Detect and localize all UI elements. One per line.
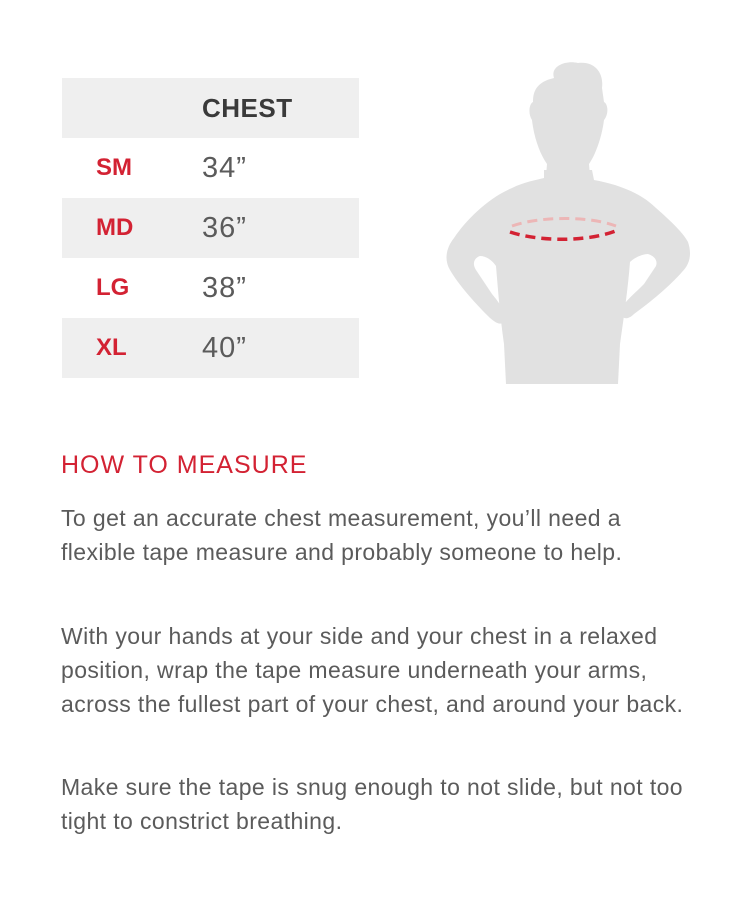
chest-measurement-silhouette-icon: [444, 58, 694, 384]
table-row: [62, 138, 359, 198]
table-row: [62, 318, 359, 378]
chest-value: 36”: [202, 198, 359, 258]
chest-column-header: CHEST: [202, 78, 359, 138]
size-label: MD: [62, 198, 202, 258]
table-header-row: [62, 78, 359, 138]
size-column-header: [62, 78, 202, 138]
size-label: LG: [96, 274, 130, 301]
chest-value: 38”: [202, 271, 247, 304]
instruction-paragraph: Make sure the tape is snug enough to not slide, but not too tight to constrict breathing.: [61, 774, 684, 834]
size-label: SM: [96, 154, 132, 181]
chest-value: 40”: [202, 318, 359, 378]
size-label: XL: [62, 318, 202, 378]
how-to-measure-heading: HOW TO MEASURE: [61, 451, 308, 479]
size-chart-table: [62, 78, 359, 378]
table-row: [62, 198, 359, 258]
chest-value: 34”: [202, 151, 247, 184]
body-silhouette: [447, 62, 690, 384]
table-row: [62, 258, 359, 318]
instruction-paragraph: With your hands at your side and your chest in a relaxed position, wrap the tape measure underneath your arms, across the fullest part of your chest, and around your back.: [61, 623, 684, 717]
instruction-paragraph: To get an accurate chest measurement, you’ll need a flexible tape measure and probably someone to help.: [61, 505, 623, 565]
